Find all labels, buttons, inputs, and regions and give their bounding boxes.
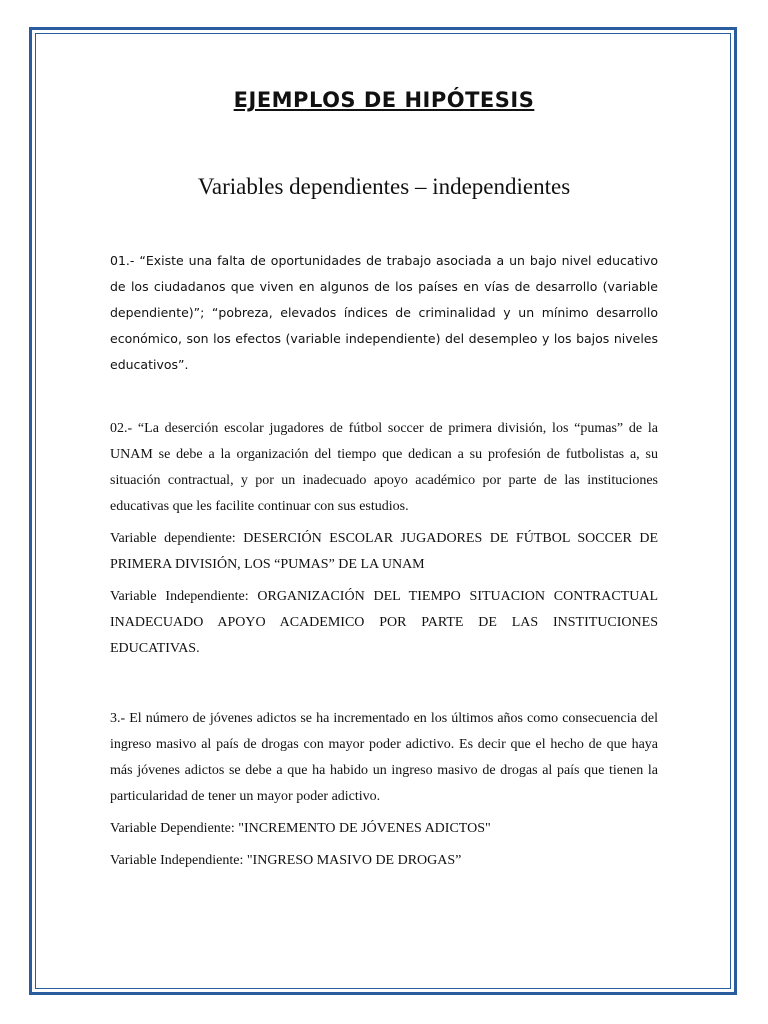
paragraph-independent-variable-02: Variable Independiente: ORGANIZACIÓN DEL TIEMPO SITUACION CONTRACTUAL INADECUADO APOYO ACADEMICO POR PARTE DE LAS INSTITUCIONES EDUCATIVAS.	[110, 589, 658, 656]
paragraph-dependent-variable-02: Variable dependiente: DESERCIÓN ESCOLAR JUGADORES DE FÚTBOL SOCCER DE PRIMERA DIVISIÓN, LOS “PUMAS” DE LA UNAM	[110, 531, 658, 572]
paragraph-example-03: 3.- El número de jóvenes adictos se ha incrementado en los últimos años como consecuencia del ingreso masivo al país de drogas con mayor poder adictivo. Es decir que el hecho de que haya más jóvenes adictos se debe a que ha habido un ingreso masivo de drogas al país que tienen la particularidad de tener un mayor poder adictivo.	[110, 711, 658, 804]
paragraph-example-01: 01.- “Existe una falta de oportunidades de trabajo asociada a un bajo nivel educativo de los ciudadanos que viven en algunos de los países en vías de desarrollo (variable dependiente)”; “pobreza, elevados índices de criminalidad y un mínimo desarrollo económico, son los efectos (variable independiente) del desempleo y los bajos niveles educativos”.	[110, 253, 658, 372]
paragraph-example-02: 02.- “La deserción escolar jugadores de fútbol soccer de primera división, los “pumas” de la UNAM se debe a la organización del tiempo que dedican a su profesión de futbolistas a, su situación contractual, y por un inadecuado apoyo académico por parte de las instituciones educativas que les facilite continuar con sus estudios.	[110, 421, 658, 514]
document-title: EJEMPLOS DE HIPÓTESIS	[233, 88, 535, 112]
paragraph-dependent-variable-03: Variable Dependiente: "INCREMENTO DE JÓVENES ADICTOS"	[110, 821, 491, 836]
document-subtitle: Variables dependientes – independientes	[197, 174, 571, 199]
paragraph-independent-variable-03: Variable Independiente: "INGRESO MASIVO DE DROGAS”	[110, 853, 462, 868]
document-body	[110, 248, 658, 874]
